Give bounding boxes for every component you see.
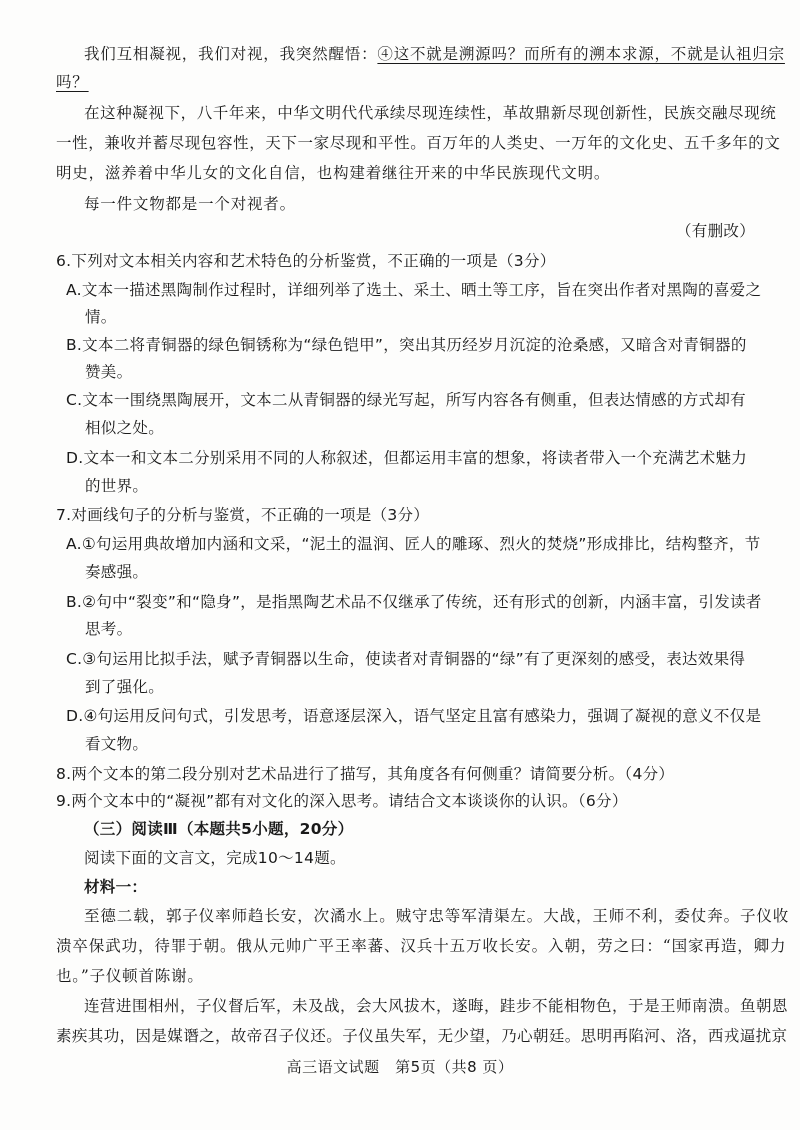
question-9: 9.两个文本中的“凝视”都有对文化的深入思考。请结合文本谈谈你的认识。（6分）	[56, 792, 628, 810]
classical-text-line-2: 溃卒保武功，待罪于朝。俄从元帅广平王率蕃、汉兵十五万收长安。入朝，劳之曰：“国家再造，卿力	[56, 937, 787, 955]
classical-text-line-4: 连营进围相州，子仪督后军，未及战，会大风拔木，遂晦，跬步不能相物色，于是王师南溃。鱼朝恩	[84, 997, 789, 1015]
source-note: （有删改）	[676, 222, 756, 240]
classical-text-line-1: 至德二载，郭子仪率师趋长安，次潏水上。贼守忠等军清渠左。大战，王师不利，委仗奔。子仪收	[84, 907, 790, 925]
question-7-option-c: C.③句运用比拟手法，赋予青铜器以生命，使读者对青铜器的“绿”有了更深刻的感受，表达效果得	[66, 650, 746, 668]
passage-paragraph-2-line-2: 一性，兼收并蓄尽现包容性，天下一家尽现和平性。百万年的人类史、一万年的文化史、五千多年的文	[56, 134, 781, 152]
question-7-option-b: B.②句中“裂变”和“隐身”，是指黑陶艺术品不仅继承了传统，还有形式的创新，内涵丰富，引发读者	[66, 593, 762, 611]
passage-paragraph-1-line-2	[56, 72, 89, 92]
passage-paragraph-1-line-1	[84, 44, 785, 64]
question-7-option-a-cont: 奏感强。	[85, 563, 149, 581]
question-6-option-a-cont: 情。	[85, 308, 117, 326]
classical-text-line-5: 素疾其功，因是媒谮之，故帝召子仪还。子仪虽失军，无少望，乃心朝廷。思明再陷河、洛，西戎逼扰京	[56, 1027, 788, 1045]
question-7-option-a: A.①句运用典故增加内涵和文采，“泥土的温润、匠人的雕琢、烈火的焚烧”形成排比，结构整齐，节	[66, 535, 761, 553]
material-1-label: 材料一：	[84, 878, 148, 896]
section-3-instruction: 阅读下面的文言文，完成10～14题。	[84, 849, 346, 867]
page-footer: 高三语文试题 第5页（共8 页）	[286, 1058, 514, 1076]
underlined-sentence-4-end: 吗？	[56, 73, 89, 91]
passage-paragraph-3: 每一件文物都是一个对视者。	[84, 195, 296, 213]
passage-plain-text: 我们互相凝视，我们对视，我突然醒悟：	[84, 45, 378, 63]
section-3-title: （三）阅读Ⅲ（本题共5小题，20分）	[84, 820, 354, 838]
question-6-option-a: A.文本一描述黑陶制作过程时，详细列举了选土、采土、晒土等工序，旨在突出作者对黑陶的喜爱之	[66, 281, 762, 299]
question-6-option-d: D.文本一和文本二分别采用不同的人称叙述，但都运用丰富的想象，将读者带入一个充满艺术魅力	[66, 449, 748, 467]
passage-paragraph-2-line-1: 在这种凝视下，八千年来，中华文明代代承续尽现连续性，革故鼎新尽现创新性，民族交融尽现统	[84, 104, 777, 122]
question-7-option-d-cont: 看文物。	[85, 735, 149, 753]
underlined-sentence-4: ④这不就是溯源吗？而所有的溯本求源，不就是认祖归宗	[377, 45, 785, 63]
question-8: 8.两个文本的第二段分别对艺术品进行了描写，其角度各有何侧重？请简要分析。（4分）	[56, 765, 675, 783]
question-7-option-c-cont: 到了强化。	[85, 678, 165, 696]
question-7-stem: 7.对画线句子的分析与鉴赏，不正确的一项是（3分）	[56, 506, 430, 524]
question-6-option-d-cont: 的世界。	[85, 477, 149, 495]
question-7-option-d: D.④句运用反问句式，引发思考，语意逐层深入，语气坚定且富有感染力，强调了凝视的意义不仅是	[66, 707, 762, 725]
question-6-option-b-cont: 赞美。	[85, 363, 133, 381]
passage-paragraph-2-line-3: 明史，滋养着中华儿女的文化自信，也构建着继往开来的中华民族现代文明。	[56, 164, 611, 182]
classical-text-line-3: 也。”子仪顿首陈谢。	[56, 967, 204, 985]
question-6-stem: 6.下列对文本相关内容和艺术特色的分析鉴赏，不正确的一项是（3分）	[56, 252, 556, 270]
question-7-option-b-cont: 思考。	[85, 620, 133, 638]
question-6-option-c-cont: 相似之处。	[85, 419, 165, 437]
question-6-option-b: B.文本二将青铜器的绿色铜锈称为“绿色铠甲”，突出其历经岁月沉淀的沧桑感，又暗含对青铜器的	[66, 336, 747, 354]
question-6-option-c: C.文本一围绕黑陶展开，文本二从青铜器的绿光写起，所写内容各有侧重，但表达情感的方式却有	[66, 391, 746, 409]
